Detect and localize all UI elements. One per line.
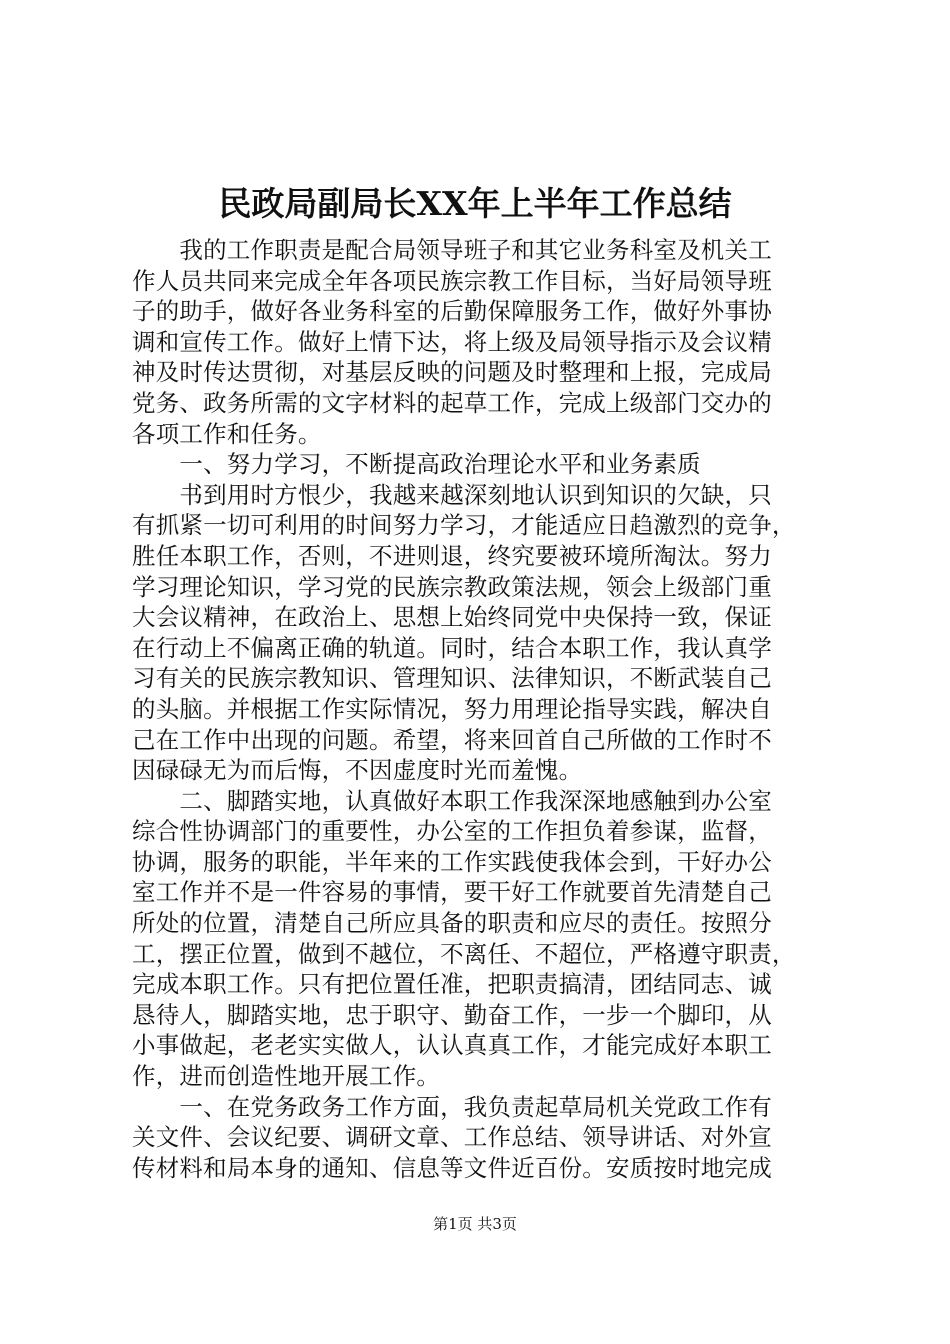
text-line: 作，进而创造性地开展工作。 xyxy=(132,1062,441,1091)
text-line: 学习理论知识，学习党的民族宗教政策法规，领会上级部门重 xyxy=(132,572,772,601)
text-line: 二、脚踏实地，认真做好本职工作我深深地感触到办公室 xyxy=(132,786,772,815)
text-line: 小事做起，老老实实做人，认认真真工作，才能完成好本职工 xyxy=(132,1031,772,1060)
text-line: 己在工作中出现的问题。希望，将来回首自己所做的工作时不 xyxy=(132,725,772,754)
text-line: 我的工作职责是配合局领导班子和其它业务科室及机关工 xyxy=(132,236,772,264)
text-line: 综合性协调部门的重要性，办公室的工作担负着参谋，监督， xyxy=(132,817,772,846)
document-body xyxy=(132,235,832,1183)
text-line: 书到用时方恨少，我越来越深刻地认识到知识的欠缺，只 xyxy=(132,480,772,509)
text-line: 关文件、会议纪要、调研文章、工作总结、领导讲话、对外宣 xyxy=(132,1123,772,1152)
text-line: 习有关的民族宗教知识、管理知识、法律知识，不断武装自己 xyxy=(132,664,772,693)
text-line: 工，摆正位置，做到不越位，不离任、不超位，严格遵守职责， xyxy=(132,939,796,968)
text-line: 有抓紧一切可利用的时间努力学习，才能适应日趋激烈的竞争， xyxy=(132,511,796,540)
text-line: 党务、政务所需的文字材料的起草工作，完成上级部门交办的 xyxy=(132,388,772,417)
text-line: 胜任本职工作，否则，不进则退，终究要被环境所淘汰。努力 xyxy=(132,541,772,570)
text-line: 室工作并不是一件容易的事情，要干好工作就要首先清楚自己 xyxy=(132,878,772,907)
text-line: 一、在党务政务工作方面，我负责起草局机关党政工作有 xyxy=(132,1092,772,1121)
text-line: 一、努力学习，不断提高政治理论水平和业务素质 xyxy=(132,450,701,479)
text-line: 的头脑。并根据工作实际情况，努力用理论指导实践，解决自 xyxy=(132,694,772,723)
text-line: 调和宣传工作。做好上情下达，将上级及局领导指示及会议精 xyxy=(132,327,772,356)
text-line: 传材料和局本身的通知、信息等文件近百份。安质按时地完成 xyxy=(132,1153,772,1182)
text-line: 因碌碌无为而后悔，不因虚度时光而羞愧。 xyxy=(132,756,583,785)
text-line: 各项工作和任务。 xyxy=(132,419,322,448)
text-line: 大会议精神，在政治上、思想上始终同党中央保持一致，保证 xyxy=(132,603,772,632)
text-line: 子的助手，做好各业务科室的后勤保障服务工作，做好外事协 xyxy=(132,297,772,326)
text-line: 作人员共同来完成全年各项民族宗教工作目标，当好局领导班 xyxy=(132,266,772,295)
text-line: 恳待人，脚踏实地，忠于职守、勤奋工作，一步一个脚印，从 xyxy=(132,1000,772,1029)
text-line: 完成本职工作。只有把位置任准，把职责搞清，团结同志、诚 xyxy=(132,970,772,999)
text-line: 所处的位置，清楚自己所应具备的职责和应尽的责任。按照分 xyxy=(132,909,772,938)
text-line: 神及时传达贯彻，对基层反映的问题及时整理和上报，完成局 xyxy=(132,358,772,387)
text-line: 协调，服务的职能，半年来的工作实践使我体会到，干好办公 xyxy=(132,847,772,876)
page-footer: 第1页 共3页 xyxy=(433,1215,517,1233)
document-title: 民政局副局长XX年上半年工作总结 xyxy=(218,184,732,223)
text-line: 在行动上不偏离正确的轨道。同时，结合本职工作，我认真学 xyxy=(132,633,772,662)
